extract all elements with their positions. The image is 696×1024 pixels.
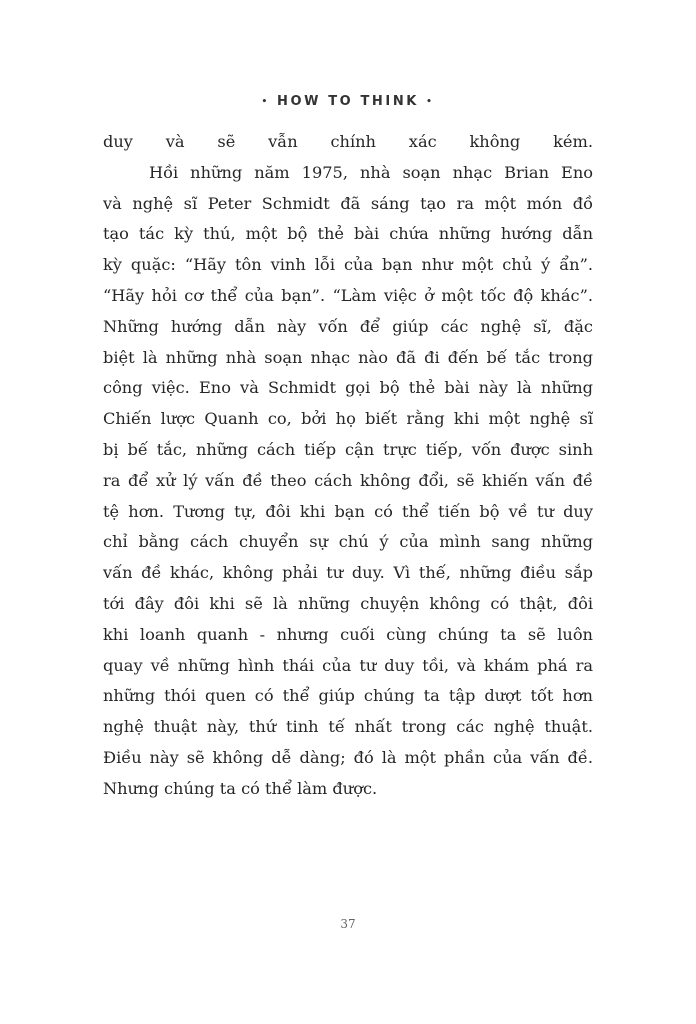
- text-line: những thói quen có thể giúp chúng ta tập dượt tốt hơn: [103, 686, 593, 706]
- text-line: nghệ thuật này, thứ tinh tế nhất trong các nghệ thuật.: [103, 717, 593, 737]
- header-bullet-left: •: [261, 97, 270, 107]
- header-bullet-right: •: [426, 97, 435, 107]
- text-line: công việc. Eno và Schmidt gọi bộ thẻ bài này là những: [103, 378, 593, 398]
- running-header: [0, 94, 696, 109]
- text-line: tạo tác kỳ thú, một bộ thẻ bài chứa những hướng dẫn: [103, 224, 593, 244]
- text-line: ra để xử lý vấn đề theo cách không đổi, sẽ khiến vấn đề: [103, 470, 593, 490]
- text-line: bị bế tắc, những cách tiếp cận trực tiếp, vốn được sinh: [103, 439, 593, 459]
- body-text: [103, 127, 593, 805]
- text-line: tới đây đôi khi sẽ là những chuyện không có thật, đôi: [103, 593, 593, 613]
- text-line: khi loanh quanh - nhưng cuối cùng chúng ta sẽ luôn: [103, 624, 593, 644]
- text-line: quay về những hình thái của tư duy tồi, và khám phá ra: [103, 655, 593, 675]
- text-line: Những hướng dẫn này vốn để giúp các nghệ sĩ, đặc: [103, 316, 593, 336]
- text-line: “Hãy hỏi cơ thể của bạn”. “Làm việc ở một tốc độ khác”.: [103, 285, 593, 305]
- text-line: biệt là những nhà soạn nhạc nào đã đi đến bế tắc trong: [103, 347, 593, 367]
- text-line: kỳ quặc: “Hãy tôn vinh lỗi của bạn như một chủ ý ẩn”.: [103, 255, 593, 275]
- text-line: Điều này sẽ không dễ dàng; đó là một phần của vấn đề.: [103, 747, 593, 767]
- text-line: Hồi những năm 1975, nhà soạn nhạc Brian Eno: [149, 162, 593, 182]
- text-line: tệ hơn. Tương tự, đôi khi bạn có thể tiến bộ về tư duy: [103, 501, 593, 521]
- text-line: và nghệ sĩ Peter Schmidt đã sáng tạo ra một món đồ: [103, 193, 593, 213]
- text-line: Nhưng chúng ta có thể làm được.: [103, 778, 378, 798]
- text-line: Chiến lược Quanh co, bởi họ biết rằng khi một nghệ sĩ: [103, 409, 593, 429]
- book-title: HOW TO THINK: [277, 94, 419, 109]
- page-number: 37: [340, 917, 356, 931]
- text-line: chỉ bằng cách chuyển sự chú ý của mình sang những: [103, 532, 593, 552]
- text-line: duy và sẽ vẫn chính xác không kém.: [103, 132, 593, 151]
- text-line: vấn đề khác, không phải tư duy. Vì thế, những điều sắp: [103, 563, 593, 583]
